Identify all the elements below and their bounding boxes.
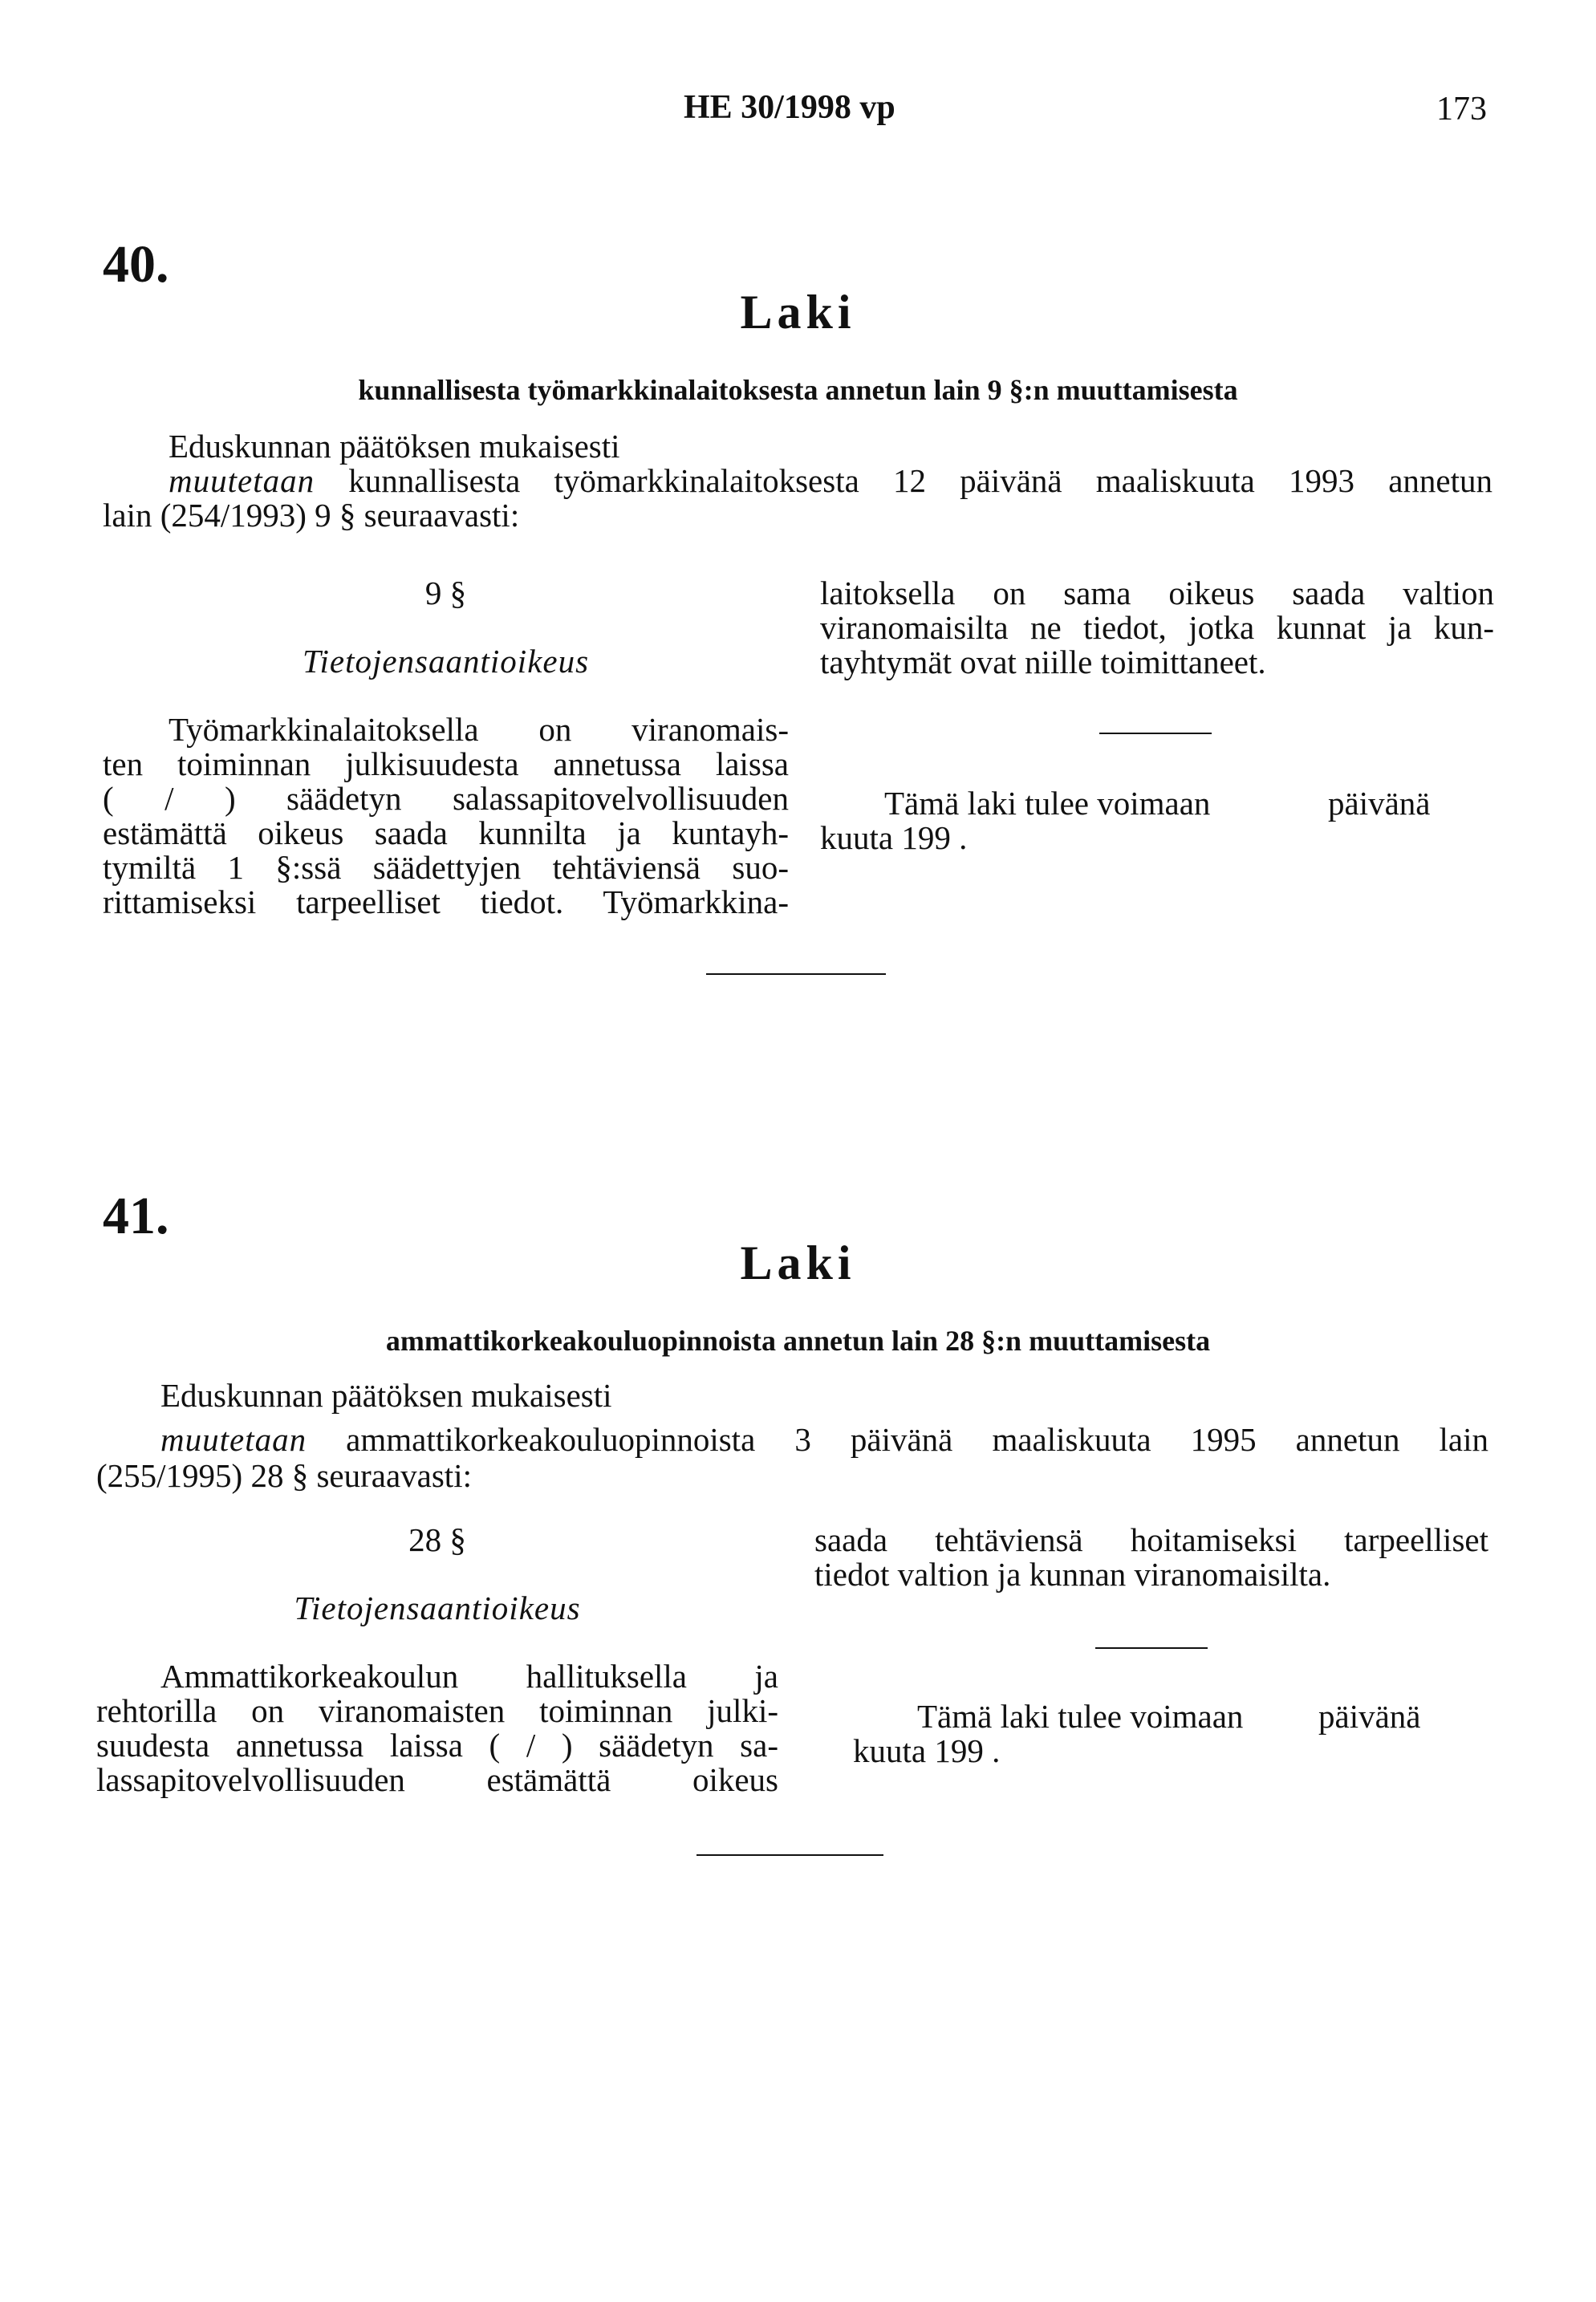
right-column-41 (814, 1523, 1488, 1592)
separator-rule (1099, 733, 1212, 734)
text-line: estämättä oikeus saada kunnilta ja kuntayh- (103, 814, 789, 851)
section-number-41: 41. (103, 1187, 169, 1245)
page-number: 173 (1436, 91, 1487, 128)
entry-into-force-41-month: kuuta 199 . (853, 1732, 1001, 1769)
entry-into-force-40-month: kuuta 199 . (820, 819, 968, 856)
text-line: tymiltä 1 §:ssä säädettyjen tehtäviensä suo- (103, 849, 789, 886)
section-end-rule (696, 1854, 883, 1856)
text-line: viranomaisilta ne tiedot, jotka kunnat ja kun- (820, 609, 1494, 646)
right-column-40 (820, 576, 1494, 680)
paragraph-number-40: 9 § (424, 574, 467, 611)
paragraph-number-41: 28 § (408, 1521, 466, 1558)
text-line: Työmarkkinalaitoksella on viranomais- (169, 711, 789, 748)
left-column-40 (103, 713, 789, 920)
text-line: ten toiminnan julkisuudesta annetussa laissa (103, 745, 789, 782)
law-title-40: Laki (740, 286, 856, 339)
intro-40: Eduskunnan päätöksen mukaisesti (169, 428, 620, 465)
paragraph-heading-41: Tietojensaantioikeus (294, 1589, 581, 1626)
separator-rule (1095, 1647, 1208, 1649)
law-subtitle-40: kunnallisesta työmarkkinalaitoksesta annetun lain 9 §:n muuttamisesta (358, 374, 1238, 406)
text-line: rehtorilla on viranomaisten toiminnan julki- (96, 1692, 778, 1729)
paragraph-heading-40: Tietojensaantioikeus (302, 643, 590, 680)
amend-verb-41: muutetaan (160, 1421, 307, 1458)
text-line: tayhtymät ovat niille toimittaneet. (820, 644, 1266, 680)
amend-clause-40-cont: lain (254/1993) 9 § seuraavasti: (103, 497, 520, 534)
running-header: HE 30/1998 vp (684, 89, 895, 126)
section-number-40: 40. (103, 235, 169, 294)
entry-into-force-41: Tämä laki tulee voimaan (917, 1698, 1244, 1735)
text-line: lassapitovelvollisuuden estämättä oikeus (96, 1761, 778, 1798)
amend-text-40: kunnallisesta työmarkkinalaitoksesta 12 päivänä maaliskuuta 1993 annetun (348, 462, 1493, 499)
amend-text-41: ammattikorkeakouluopinnoista 3 päivänä maaliskuuta 1995 annetun lain (346, 1421, 1488, 1458)
text-line: laitoksella on sama oikeus saada valtion (820, 574, 1494, 611)
text-line: rittamiseksi tarpeelliset tiedot. Työmarkkina- (103, 883, 789, 920)
entry-into-force-40: Tämä laki tulee voimaan (884, 785, 1211, 822)
entry-into-force-41-day: päivänä (1318, 1698, 1421, 1735)
text-line: suudesta annetussa laissa ( / ) säädetyn sa- (96, 1727, 778, 1764)
text-line: ( / ) säädetyn salassapitovelvollisuuden (103, 780, 789, 817)
text-line: Ammattikorkeakoulun hallituksella ja (160, 1658, 778, 1695)
law-title-41: Laki (740, 1236, 856, 1289)
amend-verb-40: muutetaan (169, 462, 315, 499)
text-line: saada tehtäviensä hoitamiseksi tarpeelliset (814, 1521, 1488, 1558)
intro-41: Eduskunnan päätöksen mukaisesti (160, 1377, 612, 1414)
entry-into-force-40-day: päivänä (1328, 785, 1431, 822)
left-column-41 (96, 1659, 778, 1797)
text-line: tiedot valtion ja kunnan viranomaisilta. (814, 1556, 1331, 1593)
amend-clause-40 (169, 464, 1492, 498)
amend-clause-41 (160, 1423, 1488, 1457)
amend-clause-41-cont: (255/1995) 28 § seuraavasti: (96, 1457, 472, 1494)
section-end-rule (706, 973, 886, 975)
law-subtitle-41: ammattikorkeakouluopinnoista annetun lain 28 §:n muuttamisesta (385, 1325, 1211, 1357)
